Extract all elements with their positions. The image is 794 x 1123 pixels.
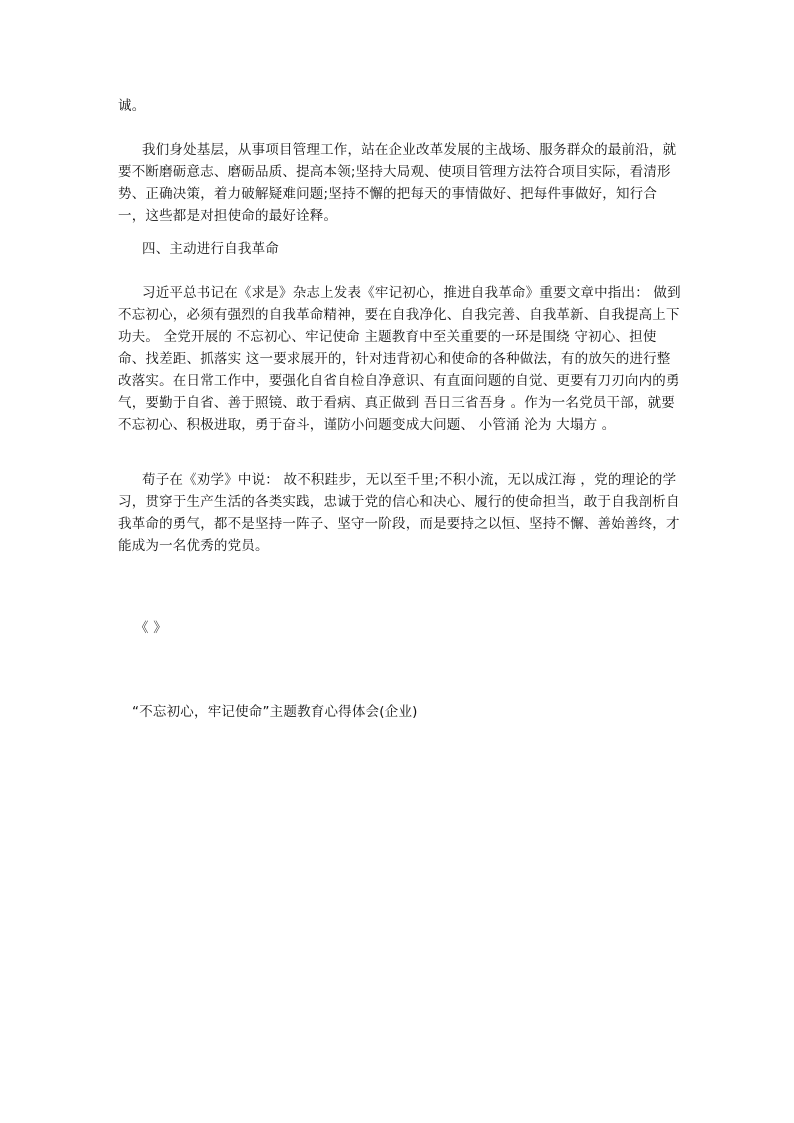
bracket-marks: 《 》 — [135, 620, 167, 636]
paragraph-self-revolution-quote: 习近平总书记在《求是》杂志上发表《牢记初心，推进自我革命》重要文章中指出： 做到不忘初心，必须有强烈的自我革命精神，要在自我净化、自我完善、自我革新、自我提高上下功夫。 全党开展的 不忘初心、牢记使命 主题教育中至关重要的一环是围绕 守初心、担使命、找差距、抓落实 这一要求展开的，针对违背初心和使命的各种做法，有的放矢的进行整改落实。在日常工作中，要强化自省自检自净意识、有直面问题的自觉、更要有刀刃向内的勇气，要勤于自省、善于照镜、敢于看病、真正做到 吾日三省吾身 。作为一名党员干部，就要不忘初心、积极进取，勇于奋斗，谨防小问题变成大问题、 小管涌 沦为 大塌方 。 — [118, 285, 681, 433]
paragraph-xunzi-quote: 荀子在《劝学》中说： 故不积跬步，无以至千里;不积小流，无以成江海 ，党的理论的学习，贯穿于生产生活的各类实践，忠诚于党的信心和决心、履行的使命担当，敢于自我剖析自我革命的勇气，都不是坚持一阵子、坚守一阶段，而是要持之以恒、坚持不懈、善始善终，才能成为一名优秀的党员。 — [118, 472, 680, 554]
footer-document-title: “不忘初心，牢记使命”主题教育心得体会(企业) — [132, 704, 418, 720]
continuation-fragment: 诚。 — [118, 98, 146, 114]
paragraph-project-management: 我们身处基层，从事项目管理工作，站在企业改革发展的主战场、服务群众的最前沿，就要不断磨砺意志、磨砺品质、提高本领;坚持大局观、使项目管理方法符合项目实际，看清形势、正确决策，着力破解疑难问题;坚持不懈的把每天的事情做好、把每件事做好，知行合一，这些都是对担使命的最好诠释。 — [118, 142, 677, 224]
section-heading-self-revolution: 四、主动进行自我革命 — [142, 241, 279, 257]
